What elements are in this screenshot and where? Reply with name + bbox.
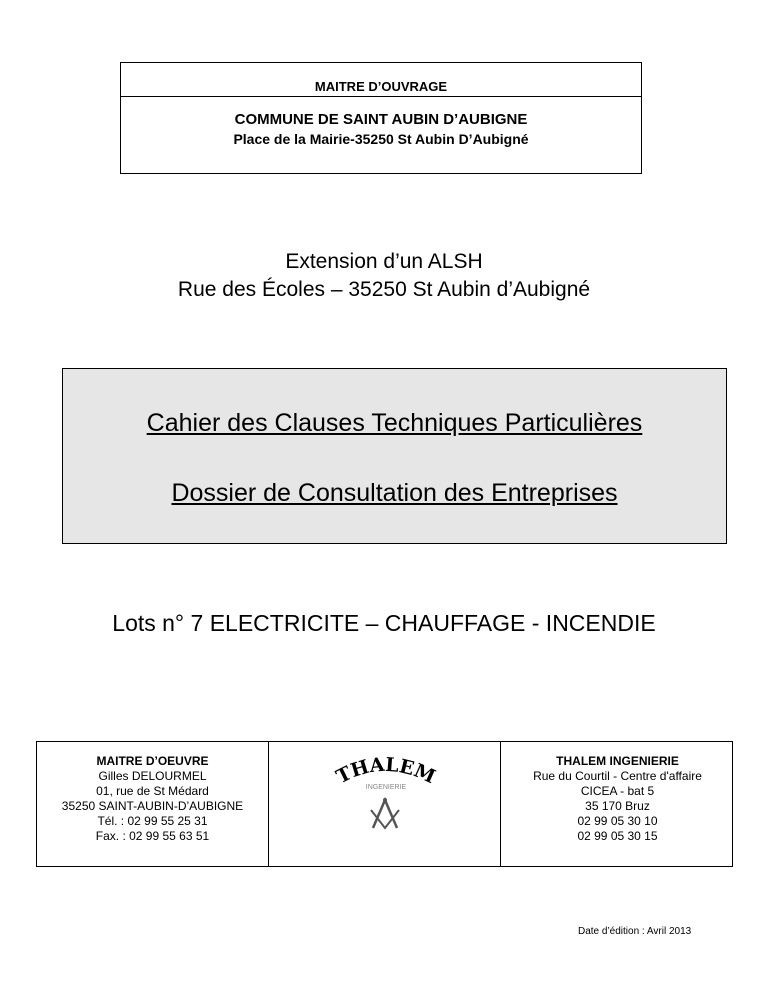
- bet-cell: [501, 742, 734, 866]
- contacts-table: [36, 741, 733, 867]
- maitre-oeuvre-cell: [37, 742, 269, 866]
- project-block: [0, 248, 768, 304]
- bet-line: 35 170 Bruz: [585, 799, 650, 813]
- maitre-oeuvre-line: Tél. : 02 99 55 25 31: [97, 814, 208, 828]
- logo-cell: [269, 742, 501, 866]
- maitre-ouvrage-box: [120, 62, 642, 174]
- bet-line: 02 99 05 30 15: [577, 829, 658, 843]
- document-title-cctp: Cahier des Clauses Techniques Particulières: [146, 409, 643, 437]
- logo-sub: INGENIERIE: [365, 784, 407, 791]
- maitre-oeuvre-line: Fax. : 02 99 55 63 51: [95, 829, 210, 843]
- thalem-logo: [269, 742, 501, 866]
- maitre-ouvrage-name: COMMUNE DE SAINT AUBIN D’AUBIGNE: [234, 111, 528, 128]
- maitre-oeuvre-line: 35250 SAINT-AUBIN-D’AUBIGNE: [61, 799, 244, 813]
- project-address: Rue des Écoles – 35250 St Aubin d’Aubigné: [177, 278, 591, 301]
- maitre-ouvrage-header: MAITRE D’OUVRAGE: [121, 63, 641, 97]
- logo-brand: THALEM: [332, 753, 439, 789]
- document-title-box: [62, 368, 727, 544]
- maitre-ouvrage-address: Place de la Mairie-35250 St Aubin D’Aubigné: [233, 131, 529, 147]
- bet-line: CICEA - bat 5: [580, 784, 655, 798]
- document-title-dce: Dossier de Consultation des Entreprises: [171, 479, 618, 507]
- bet-line: 02 99 05 30 10: [577, 814, 658, 828]
- maitre-oeuvre-line: 01, rue de St Médard: [96, 784, 209, 798]
- edition-date: Date d’édition : Avril 2013: [578, 926, 692, 937]
- svg-text:THALEM: [333, 754, 439, 788]
- project-title: Extension d’un ALSH: [285, 250, 483, 273]
- bet-line: Rue du Courtil - Centre d'affaire: [533, 769, 702, 783]
- maitre-oeuvre-header: MAITRE D’OEUVRE: [96, 754, 209, 768]
- maitre-oeuvre-line: Gilles DELOURMEL: [98, 769, 207, 783]
- lots-title: Lots n° 7 ELECTRICITE – CHAUFFAGE - INCENDIE: [112, 610, 656, 636]
- bet-header: THALEM INGENIERIE: [556, 754, 679, 768]
